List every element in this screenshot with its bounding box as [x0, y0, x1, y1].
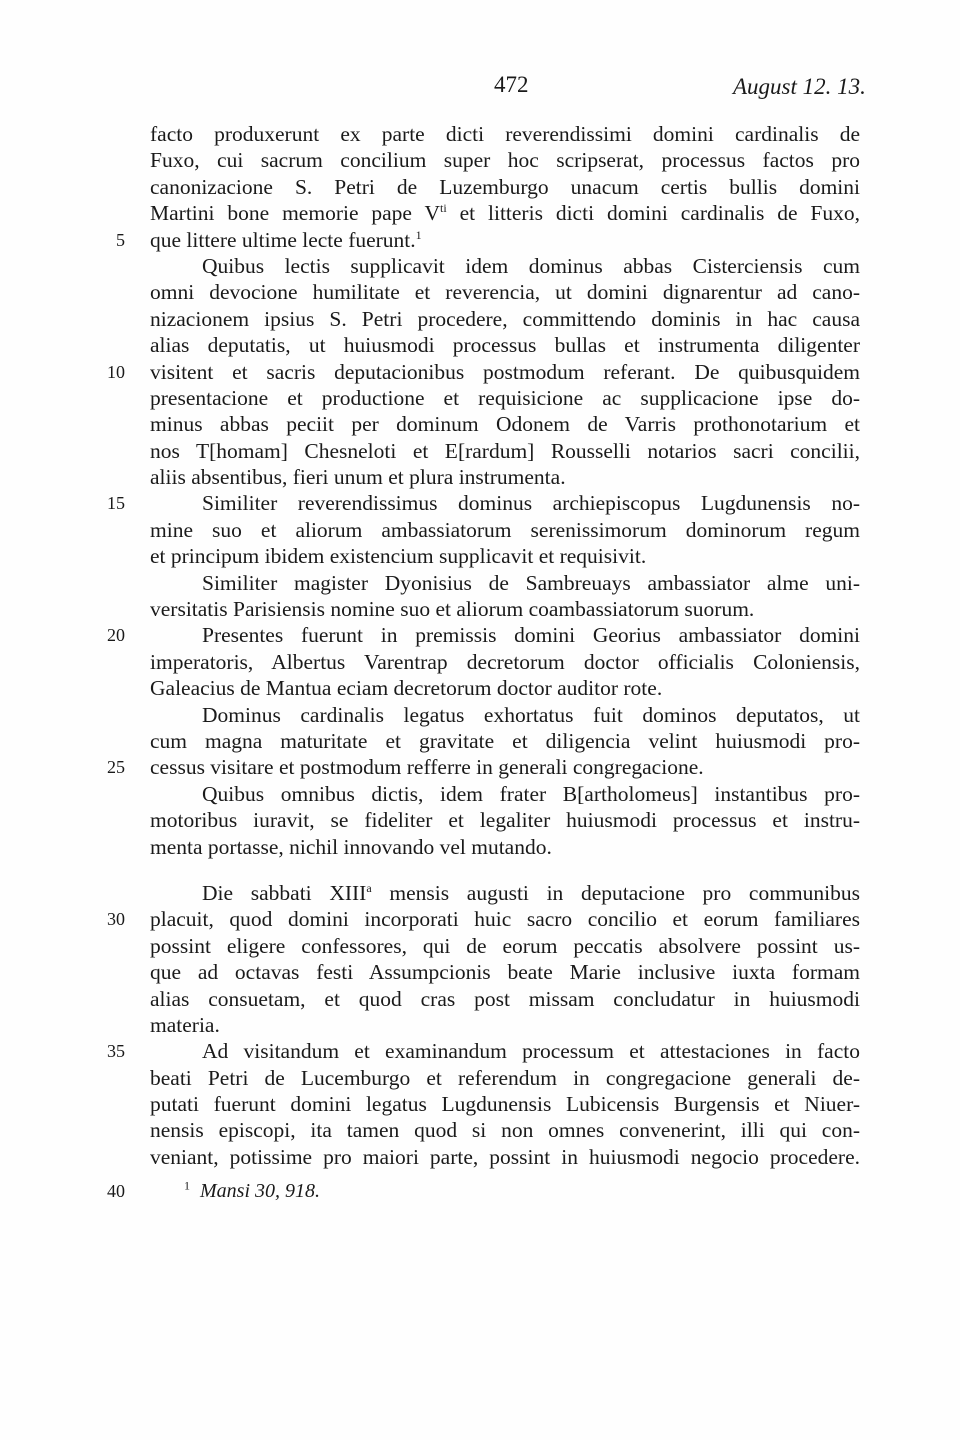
superscript: a: [366, 880, 372, 895]
text-line: [107, 906, 860, 932]
text-line: [150, 596, 860, 622]
text-line: [150, 959, 860, 985]
line-text: alias deputatis, ut huiusmodi processus bullas et instrumenta diligenter: [150, 333, 860, 358]
line-text: aliis absentibus, fieri unum et plura instrumenta.: [150, 465, 566, 490]
line-text: Dominus cardinalis legatus exhortatus fuit dominos deputatos, ut: [202, 702, 860, 727]
line-text: veniant, potissime pro maiori parte, possint in huiusmodi negocio procedere.: [150, 1144, 860, 1169]
line-text: Die sabbati XIII: [202, 880, 367, 905]
text-line: [150, 728, 860, 754]
line-text: minus abbas peciit per dominum Odonem de Varris prothonotarium et: [150, 412, 860, 437]
line-text: cum magna maturitate et gravitate et diligencia velint huiusmodi pro-: [150, 728, 860, 753]
text-line: [150, 933, 860, 959]
line-number: 10: [107, 361, 125, 382]
line-text: Ad visitandum et examinandum processum et attestaciones in facto: [202, 1039, 860, 1064]
text-line: [150, 147, 860, 173]
line-text: omni devocione humilitate et reverencia, ut domini dignarentur ad cano-: [150, 280, 860, 305]
text-line: [150, 834, 860, 860]
line-number: 35: [107, 1041, 125, 1062]
text-line: [150, 306, 860, 332]
line-text: imperatoris, Albertus Varentrap decretorum doctor officialis Coloniensis,: [150, 649, 860, 674]
text-line: [150, 253, 860, 279]
line-number: 20: [107, 625, 125, 646]
line-text: nensis episcopi, ita tamen quod si non omnes convenerint, illi qui con-: [150, 1118, 860, 1143]
line-text: menta portasse, nichil innovando vel mutando.: [150, 834, 552, 859]
line-text: mine suo et aliorum ambassiatorum serenissimorum dominorum regum: [150, 517, 860, 542]
line-text: alias consuetam, et quod cras post missam concludatur in huiusmodi: [150, 986, 860, 1011]
text-line: [150, 807, 860, 833]
text-line: [107, 754, 860, 780]
line-number: 5: [116, 229, 125, 250]
text-line: [150, 570, 860, 596]
text-line: [150, 1144, 860, 1170]
page-number: 472: [494, 72, 529, 97]
footnote-text: Mansi 30, 918.: [200, 1180, 320, 1203]
line-text: que littere ultime lecte fuerunt.: [150, 227, 416, 252]
text-line: [150, 649, 860, 675]
text-line: [150, 464, 860, 490]
text-line: [150, 986, 860, 1012]
line-number: 25: [107, 757, 125, 778]
footnote-gap: [150, 1170, 860, 1178]
line-text: putati fuerunt domini legatus Lugdunensis Lubicensis Burgensis et Niuer-: [150, 1092, 860, 1117]
line-number: 40: [107, 1181, 125, 1202]
line-number: 15: [107, 493, 125, 514]
line-text: que ad octavas festi Assumpcionis beate Marie inclusive iuxta formam: [150, 960, 860, 985]
text-line: [150, 385, 860, 411]
line-text: Martini bone memorie pape V: [150, 201, 441, 226]
text-line: [150, 1012, 860, 1038]
text-line: [116, 227, 860, 253]
running-head: August 12. 13.: [733, 74, 866, 99]
text-line: [107, 490, 860, 516]
line-text: Fuxo, cui sacrum concilium super hoc scripserat, processus factos pro: [150, 148, 860, 173]
line-text: placuit, quod domini incorporati huic sacro concilio et eorum familiares: [150, 907, 860, 932]
line-text: versitatis Parisiensis nomine suo et aliorum coambassiatorum suorum.: [150, 597, 755, 622]
line-text: nizacionem ipsius S. Petri procedere, committendo dominis in hac causa: [150, 306, 860, 331]
text-line: [150, 411, 860, 437]
line-text: Quibus lectis supplicavit idem dominus abbas Cisterciensis cum: [202, 253, 860, 278]
line-text: possint eligere confessores, qui de eorum peccatis absolvere possint us-: [150, 933, 860, 958]
line-text: visitent et sacris deputacionibus postmodum referant. De quibusquidem: [150, 359, 860, 384]
line-text: presentacione et productione et requisicione ac supplicacione ipse do-: [150, 385, 860, 410]
text-line: [150, 200, 860, 226]
page-header: [0, 72, 960, 106]
text-line: [150, 781, 860, 807]
text-line: [150, 675, 860, 701]
text-line: [150, 174, 860, 200]
text-line: [150, 1065, 860, 1091]
line-text: Quibus omnibus dictis, idem frater B[artholomeus] instantibus pro-: [202, 781, 860, 806]
text-line: [150, 702, 860, 728]
body-text: [107, 121, 860, 1205]
line-text: Similiter magister Dyonisius de Sambreuays ambassiator alme uni-: [202, 570, 860, 595]
superscript: ti: [440, 201, 447, 216]
text-line: [150, 880, 860, 906]
text-line: [150, 1117, 860, 1143]
text-line: [150, 279, 860, 305]
line-text: facto produxerunt ex parte dicti reverendissimi domini cardinalis de: [150, 122, 860, 146]
line-text: Similiter reverendissimus dominus archiepiscopus Lugdunensis no-: [202, 491, 860, 516]
line-text-continued: mensis augusti in deputacione pro communibus: [371, 880, 860, 905]
text-line: [150, 332, 860, 358]
text-line: [150, 517, 860, 543]
line-text: motoribus iuravit, se fideliter et legaliter huiusmodi processus et instru-: [150, 808, 860, 833]
text-line: [107, 622, 860, 648]
footnote-marker: 1: [184, 1178, 190, 1193]
text-line: [150, 1091, 860, 1117]
footnote: [107, 1178, 860, 1204]
line-text: Presentes fuerunt in premissis domini Georius ambassiator domini: [202, 623, 860, 648]
text-line: [107, 1038, 860, 1064]
line-text-continued: et litteris dicti domini cardinalis de Fuxo,: [446, 201, 860, 226]
line-text: cessus visitare et postmodum refferre in generali congregacione.: [150, 755, 704, 780]
line-text: nos T[homam] Chesneloti et E[rardum] Rousselli notarios sacri concilii,: [150, 438, 860, 463]
line-text: beati Petri de Lucemburgo et referendum in congregacione generali de-: [150, 1065, 860, 1090]
section-gap: [150, 860, 860, 880]
line-text: Galeacius de Mantua eciam decretorum doctor auditor rote.: [150, 676, 663, 701]
line-text: canonizacione S. Petri de Luzemburgo unacum certis bullis domini: [150, 174, 860, 199]
text-line: [150, 438, 860, 464]
line-number: 30: [107, 909, 125, 930]
superscript: 1: [415, 227, 422, 242]
text-line: [107, 359, 860, 385]
line-text: et principum ibidem existencium supplicavit et requisivit.: [150, 544, 647, 569]
text-line: [150, 543, 860, 569]
line-text: materia.: [150, 1012, 220, 1037]
text-line: [150, 121, 860, 147]
